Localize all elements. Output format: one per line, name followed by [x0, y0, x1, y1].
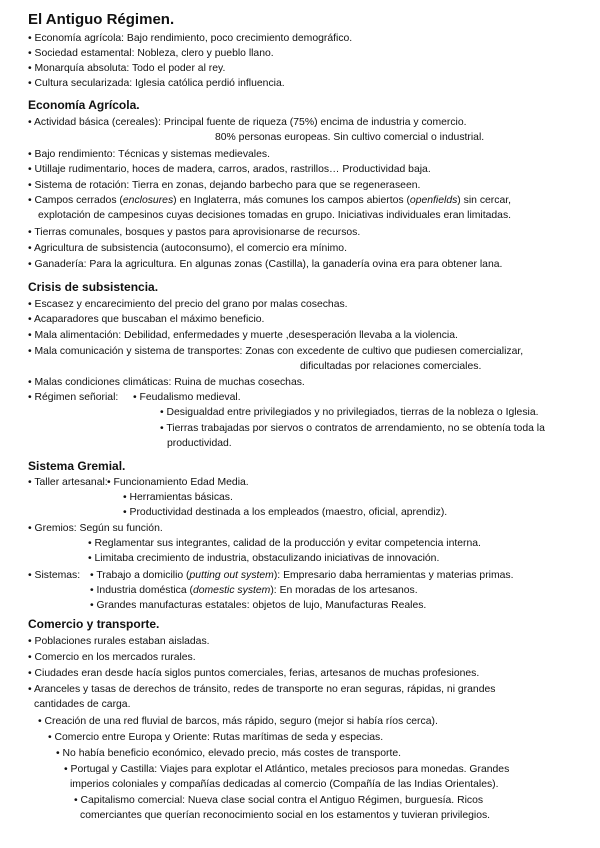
list-item: • Mala alimentación: Debilidad, enfermedades y muerte ,desesperación llevaba a la violencia.: [28, 330, 458, 341]
sub-list-item: • Grandes manufacturas estatales: objetos de lujo, Manufacturas Reales.: [90, 600, 427, 611]
sub-list-item: • Tierras trabajadas por siervos o contratos de arrendamiento, no se obtenía toda la: [160, 423, 545, 434]
sub-list-item: • Desigualdad entre privilegiados y no privilegiados, tierras de la nobleza o Iglesia.: [160, 407, 539, 418]
nested-item-level-4-continuation: imperios coloniales y compañías dedicadas al comercio (Compañía de las Indias Orientales).: [70, 779, 499, 790]
section-heading-economia: Economía Agrícola.: [28, 98, 140, 112]
text-run: • Campos cerrados (: [28, 195, 123, 206]
list-item: • Acaparadores que buscaban el máximo beneficio.: [28, 314, 265, 325]
sub-list-item: • Reglamentar sus integrantes, calidad de la producción y evitar competencia interna.: [88, 538, 481, 549]
list-item: • Mala comunicación y sistema de transportes: Zonas con excedente de cultivo que pudiesen comercializar,: [28, 346, 524, 357]
list-item-continuation: cantidades de carga.: [34, 699, 131, 710]
list-item: • Gremios: Según su función.: [28, 523, 163, 534]
list-item-continuation: 80% personas europeas. Sin cultivo comercial o industrial.: [215, 132, 485, 143]
intro-item: • Cultura secularizada: Iglesia católica perdió influencia.: [28, 78, 285, 89]
nested-item-level-4: • Portugal y Castilla: Viajes para explotar el Atlántico, metales preciosos para monedas. Grandes: [64, 764, 510, 775]
list-item: • Ciudades eran desde hacía siglos puntos comerciales, ferias, artesanos de muchas profesiones.: [28, 668, 480, 679]
list-item-label: • Sistemas:: [28, 570, 81, 581]
section-heading-crisis: Crisis de subsistencia.: [28, 280, 159, 294]
section-heading-comercio: Comercio y transporte.: [28, 617, 160, 631]
list-item: • Actividad básica (cereales): Principal fuente de riqueza (75%) encima de industria y comercio.: [28, 117, 467, 128]
sub-list-item-continuation: productividad.: [167, 438, 232, 449]
text-run: ): Empresario daba herramientas y materias primas.: [273, 570, 514, 581]
list-item: • Aranceles y tasas de derechos de tránsito, redes de transporte no eran seguras, rápidas, ni grandes: [28, 684, 496, 695]
sub-list-item: [90, 583, 418, 598]
list-item: • Sistema de rotación: Tierra en zonas, dejando barbecho para que se regeneraseen.: [28, 180, 421, 191]
sub-list-item: • Limitaba crecimiento de industria, obstaculizando iniciativas de innovación.: [88, 553, 440, 564]
list-item: • Poblaciones rurales estaban aisladas.: [28, 636, 210, 647]
list-item: • Escasez y encarecimiento del precio del grano por malas cosechas.: [28, 299, 348, 310]
section-heading-gremial: Sistema Gremial.: [28, 459, 126, 473]
intro-item: • Sociedad estamental: Nobleza, clero y pueblo llano.: [28, 48, 274, 59]
list-item: • Agricultura de subsistencia (autoconsumo), el comercio era mínimo.: [28, 243, 347, 254]
text-run: ) sin cercar,: [457, 195, 511, 206]
list-item-continuation: dificultadas por relaciones comerciales.: [300, 361, 482, 372]
page-title: El Antiguo Régimen.: [28, 11, 175, 28]
list-item-label: • Taller artesanal:: [28, 477, 108, 488]
list-item: • Ganadería: Para la agricultura. En algunas zonas (Castilla), la ganadería ovina era para obtener lana.: [28, 259, 503, 270]
list-item-continuation: explotación de campesinos cuyas decisiones tomadas en grupo. Iniciativas individuales eran limitadas.: [38, 210, 512, 221]
list-item: [28, 193, 511, 208]
nested-item-level-5-continuation: comerciantes que querían reconocimiento social en los estamentos y tuvieran privilegios.: [80, 810, 491, 821]
italic-term: openfields: [409, 195, 458, 206]
list-item: • Comercio en los mercados rurales.: [28, 652, 196, 663]
sub-list-item: • Feudalismo medieval.: [133, 392, 241, 403]
text-run: • Industria doméstica (: [90, 585, 193, 596]
list-item-label: • Régimen señorial:: [28, 392, 119, 403]
sub-list-item: [90, 568, 514, 583]
list-item: • Tierras comunales, bosques y pastos para aprovisionarse de recursos.: [28, 227, 361, 238]
list-item: • Malas condiciones climáticas: Ruina de muchas cosechas.: [28, 377, 305, 388]
text-run: ): En moradas de los artesanos.: [270, 585, 418, 596]
intro-item: • Monarquía absoluta: Todo el poder al rey.: [28, 63, 226, 74]
italic-term: domestic system: [192, 585, 271, 596]
italic-term: putting out system: [189, 570, 274, 581]
nested-item-level-3: • No había beneficio económico, elevado precio, más costes de transporte.: [56, 748, 401, 759]
list-item: • Utillaje rudimentario, hoces de madera, carros, arados, rastrillos… Productividad baja.: [28, 164, 431, 175]
sub-list-item: • Funcionamiento Edad Media.: [107, 477, 249, 488]
list-item: • Bajo rendimiento: Técnicas y sistemas medievales.: [28, 149, 270, 160]
sub-list-item: • Productividad destinada a los empleados (maestro, oficial, aprendiz).: [123, 507, 448, 518]
text-run: • Trabajo a domicilio (: [90, 570, 190, 581]
nested-item-level-1: • Creación de una red fluvial de barcos, más rápido, seguro (mejor si había ríos cerca).: [38, 716, 438, 727]
sub-list-item: • Herramientas básicas.: [123, 492, 233, 503]
nested-item-level-5: • Capitalismo comercial: Nueva clase social contra el Antiguo Régimen, burguesía. Ricos: [74, 795, 484, 806]
text-run: ) en Inglaterra, más comunes los campos abiertos (: [173, 195, 410, 206]
intro-item: • Economía agrícola: Bajo rendimiento, poco crecimiento demográfico.: [28, 33, 353, 44]
nested-item-level-2: • Comercio entre Europa y Oriente: Rutas marítimas de seda y especias.: [48, 732, 384, 743]
italic-term: enclosures: [122, 195, 174, 206]
